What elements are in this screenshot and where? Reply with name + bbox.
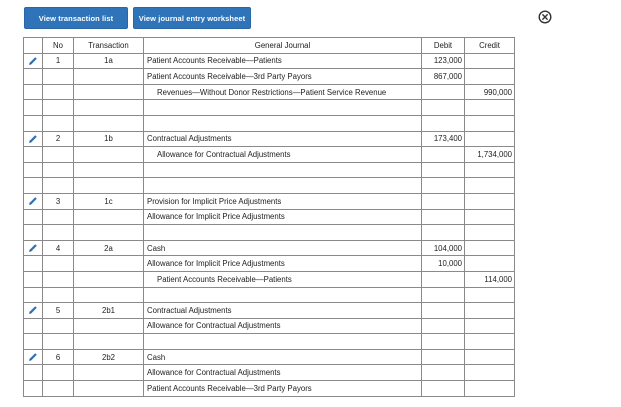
header-credit: Credit — [465, 38, 515, 54]
debit-amount: 867,000 — [422, 69, 465, 85]
edit-cell — [24, 178, 43, 194]
row-number — [43, 209, 74, 225]
journal-table — [23, 37, 515, 397]
row-number — [43, 147, 74, 163]
credit-amount — [465, 225, 515, 241]
row-number: 3 — [43, 193, 74, 209]
transaction-id — [74, 147, 144, 163]
table-row — [24, 131, 515, 147]
pencil-icon — [28, 134, 38, 144]
row-number — [43, 334, 74, 350]
general-journal-account — [144, 334, 422, 350]
edit-row-button[interactable] — [24, 240, 43, 256]
header-edit — [24, 38, 43, 54]
edit-cell — [24, 84, 43, 100]
transaction-id — [74, 115, 144, 131]
debit-amount — [422, 287, 465, 303]
general-journal-account: Allowance for Contractual Adjustments — [144, 318, 422, 334]
header-debit: Debit — [422, 38, 465, 54]
edit-cell — [24, 115, 43, 131]
row-number — [43, 271, 74, 287]
debit-amount: 173,400 — [422, 131, 465, 147]
transaction-id: 2a — [74, 240, 144, 256]
debit-amount — [422, 381, 465, 397]
row-number: 5 — [43, 303, 74, 319]
pencil-icon — [28, 243, 38, 253]
general-journal-account: Patient Accounts Receivable—Patients — [144, 53, 422, 69]
credit-amount: 990,000 — [465, 84, 515, 100]
general-journal-account: Allowance for Implicit Price Adjustments — [144, 256, 422, 272]
general-journal-account — [144, 287, 422, 303]
general-journal-account: Allowance for Contractual Adjustments — [144, 365, 422, 381]
edit-cell — [24, 271, 43, 287]
credit-amount — [465, 131, 515, 147]
table-row — [24, 69, 515, 85]
general-journal-account: Allowance for Contractual Adjustments — [144, 147, 422, 163]
table-row — [24, 115, 515, 131]
edit-row-button[interactable] — [24, 303, 43, 319]
table-row — [24, 365, 515, 381]
pencil-icon — [28, 56, 38, 66]
credit-amount — [465, 365, 515, 381]
transaction-id — [74, 178, 144, 194]
edit-cell — [24, 225, 43, 241]
header-general-journal: General Journal — [144, 38, 422, 54]
general-journal-account: Patient Accounts Receivable—3rd Party Payors — [144, 381, 422, 397]
credit-amount — [465, 287, 515, 303]
edit-cell — [24, 381, 43, 397]
table-row — [24, 147, 515, 163]
row-number — [43, 178, 74, 194]
table-row — [24, 53, 515, 69]
credit-amount — [465, 69, 515, 85]
general-journal-account: Cash — [144, 349, 422, 365]
credit-amount — [465, 100, 515, 116]
general-journal-account: Allowance for Implicit Price Adjustments — [144, 209, 422, 225]
table-row — [24, 334, 515, 350]
general-journal-account — [144, 178, 422, 194]
debit-amount — [422, 162, 465, 178]
table-row — [24, 193, 515, 209]
header-no: No — [43, 38, 74, 54]
row-number — [43, 100, 74, 116]
general-journal-account — [144, 225, 422, 241]
table-row — [24, 349, 515, 365]
debit-amount — [422, 100, 465, 116]
general-journal-account: Patient Accounts Receivable—3rd Party Payors — [144, 69, 422, 85]
debit-amount — [422, 303, 465, 319]
credit-amount — [465, 193, 515, 209]
row-number: 2 — [43, 131, 74, 147]
general-journal-account: Revenues—Without Donor Restrictions—Patient Service Revenue — [144, 84, 422, 100]
transaction-id: 1a — [74, 53, 144, 69]
credit-amount — [465, 349, 515, 365]
edit-row-button[interactable] — [24, 193, 43, 209]
edit-cell — [24, 100, 43, 116]
transaction-id — [74, 318, 144, 334]
credit-amount — [465, 256, 515, 272]
view-transaction-list-button[interactable]: View transaction list — [24, 7, 128, 29]
general-journal-account: Patient Accounts Receivable—Patients — [144, 271, 422, 287]
edit-row-button[interactable] — [24, 131, 43, 147]
edit-cell — [24, 256, 43, 272]
general-journal-account: Provision for Implicit Price Adjustments — [144, 193, 422, 209]
credit-amount — [465, 162, 515, 178]
debit-amount — [422, 349, 465, 365]
transaction-id — [74, 69, 144, 85]
debit-amount — [422, 147, 465, 163]
row-number — [43, 115, 74, 131]
table-row — [24, 271, 515, 287]
transaction-id: 2b1 — [74, 303, 144, 319]
debit-amount — [422, 84, 465, 100]
edit-cell — [24, 334, 43, 350]
edit-cell — [24, 209, 43, 225]
table-row — [24, 256, 515, 272]
debit-amount — [422, 334, 465, 350]
debit-amount: 123,000 — [422, 53, 465, 69]
general-journal-account — [144, 100, 422, 116]
debit-amount — [422, 318, 465, 334]
table-row — [24, 381, 515, 397]
transaction-id — [74, 271, 144, 287]
table-row — [24, 287, 515, 303]
transaction-id — [74, 225, 144, 241]
table-row — [24, 162, 515, 178]
credit-amount — [465, 334, 515, 350]
row-number: 1 — [43, 53, 74, 69]
transaction-id — [74, 381, 144, 397]
transaction-id — [74, 365, 144, 381]
table-row — [24, 303, 515, 319]
general-journal-account: Contractual Adjustments — [144, 131, 422, 147]
debit-amount: 10,000 — [422, 256, 465, 272]
transaction-id — [74, 256, 144, 272]
edit-cell — [24, 318, 43, 334]
edit-row-button[interactable] — [24, 349, 43, 365]
table-row — [24, 225, 515, 241]
debit-amount — [422, 225, 465, 241]
table-row — [24, 84, 515, 100]
credit-amount — [465, 209, 515, 225]
general-journal-account: Contractual Adjustments — [144, 303, 422, 319]
edit-cell — [24, 287, 43, 303]
edit-cell — [24, 365, 43, 381]
row-number — [43, 225, 74, 241]
transaction-id — [74, 334, 144, 350]
general-journal-account — [144, 115, 422, 131]
row-number: 6 — [43, 349, 74, 365]
header-transaction: Transaction — [74, 38, 144, 54]
pencil-icon — [28, 196, 38, 206]
credit-amount — [465, 240, 515, 256]
credit-amount — [465, 381, 515, 397]
credit-amount — [465, 318, 515, 334]
transaction-id: 1b — [74, 131, 144, 147]
debit-amount — [422, 193, 465, 209]
credit-amount: 1,734,000 — [465, 147, 515, 163]
edit-cell — [24, 147, 43, 163]
transaction-id: 1c — [74, 193, 144, 209]
row-number: 4 — [43, 240, 74, 256]
transaction-id — [74, 287, 144, 303]
row-number — [43, 381, 74, 397]
table-header-row — [24, 38, 515, 54]
row-number — [43, 318, 74, 334]
row-number — [43, 162, 74, 178]
row-number — [43, 84, 74, 100]
table-row — [24, 318, 515, 334]
transaction-id — [74, 100, 144, 116]
debit-amount — [422, 178, 465, 194]
table-row — [24, 178, 515, 194]
credit-amount — [465, 303, 515, 319]
debit-amount — [422, 271, 465, 287]
transaction-id — [74, 84, 144, 100]
edit-row-button[interactable] — [24, 53, 43, 69]
table-row — [24, 240, 515, 256]
transaction-id: 2b2 — [74, 349, 144, 365]
credit-amount — [465, 53, 515, 69]
row-number — [43, 287, 74, 303]
transaction-id — [74, 209, 144, 225]
debit-amount: 104,000 — [422, 240, 465, 256]
credit-amount — [465, 115, 515, 131]
general-journal-account: Cash — [144, 240, 422, 256]
transaction-id — [74, 162, 144, 178]
debit-amount — [422, 365, 465, 381]
credit-amount — [465, 178, 515, 194]
row-number — [43, 256, 74, 272]
close-icon[interactable] — [538, 10, 552, 24]
pencil-icon — [28, 352, 38, 362]
row-number — [43, 69, 74, 85]
debit-amount — [422, 209, 465, 225]
view-journal-worksheet-button[interactable]: View journal entry worksheet — [133, 7, 251, 29]
edit-cell — [24, 69, 43, 85]
credit-amount: 114,000 — [465, 271, 515, 287]
pencil-icon — [28, 305, 38, 315]
edit-cell — [24, 162, 43, 178]
table-row — [24, 100, 515, 116]
general-journal-account — [144, 162, 422, 178]
row-number — [43, 365, 74, 381]
debit-amount — [422, 115, 465, 131]
table-row — [24, 209, 515, 225]
